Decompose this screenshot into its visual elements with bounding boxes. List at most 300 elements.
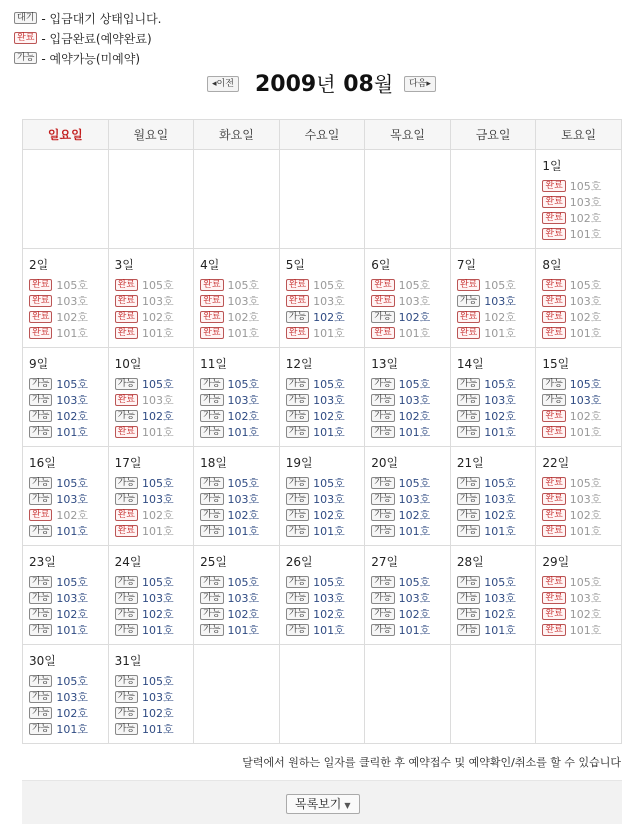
available-badge[interactable]: 가능 — [29, 707, 52, 719]
available-badge[interactable]: 가능 — [115, 576, 138, 588]
day-cell[interactable] — [279, 546, 365, 645]
done-badge: 완료 — [542, 624, 565, 636]
legend-available-text: - 예약가능(미예약) — [41, 51, 141, 66]
room-number[interactable]: 103호 — [398, 592, 431, 605]
room-status-line — [371, 424, 450, 440]
room-number[interactable]: 101호 — [56, 723, 89, 736]
available-badge[interactable]: 가능 — [29, 624, 52, 636]
available-badge[interactable]: 가능 — [371, 477, 394, 489]
empty-day-cell — [23, 150, 109, 249]
room-number[interactable]: 103호 — [484, 295, 516, 308]
available-badge[interactable]: 가능 — [286, 426, 309, 438]
room-number[interactable]: 103호 — [569, 394, 602, 407]
day-number: 10일 — [114, 357, 142, 371]
empty-day-cell — [108, 150, 194, 249]
room-number[interactable]: 102호 — [313, 410, 345, 423]
room-number[interactable]: 101호 — [398, 426, 431, 439]
day-cell[interactable] — [536, 546, 622, 645]
available-badge[interactable]: 가능 — [286, 311, 309, 323]
available-badge[interactable]: 가능 — [542, 378, 565, 390]
room-status-line — [200, 408, 279, 424]
room-status-line — [115, 673, 194, 689]
room-status-line — [542, 178, 621, 194]
room-number[interactable]: 103호 — [313, 493, 345, 506]
room-number[interactable]: 105호 — [398, 378, 431, 391]
day-cell[interactable] — [194, 546, 280, 645]
room-number[interactable]: 102호 — [398, 311, 431, 324]
available-badge[interactable]: 가능 — [457, 426, 480, 438]
available-badge[interactable]: 가능 — [371, 493, 394, 505]
room-status-line — [457, 392, 536, 408]
available-badge[interactable]: 가능 — [371, 608, 394, 620]
year-value: 2009 — [255, 72, 317, 97]
available-badge[interactable]: 가능 — [115, 691, 138, 703]
room-number[interactable]: 102호 — [484, 509, 516, 522]
room-status-line — [29, 325, 108, 341]
available-badge[interactable]: 가능 — [200, 426, 223, 438]
next-month-button[interactable]: 다음▸ — [404, 76, 436, 92]
day-number: 1일 — [542, 159, 562, 173]
day-cell[interactable] — [23, 348, 109, 447]
room-number[interactable]: 102호 — [141, 608, 174, 621]
room-number[interactable]: 102호 — [56, 608, 89, 621]
room-number[interactable]: 102호 — [484, 410, 516, 423]
day-number: 7일 — [456, 258, 477, 272]
room-status-line — [542, 293, 621, 309]
day-number: 13일 — [371, 357, 399, 371]
available-badge[interactable]: 가능 — [29, 675, 52, 687]
done-badge: 완료 — [542, 180, 565, 192]
room-status-line — [286, 309, 365, 325]
room-number[interactable]: 103호 — [313, 394, 345, 407]
room-number[interactable]: 105호 — [56, 378, 89, 391]
room-number[interactable]: 105호 — [227, 477, 260, 490]
day-cell[interactable] — [194, 447, 280, 546]
available-badge[interactable]: 가능 — [29, 608, 52, 620]
room-number[interactable]: 101호 — [398, 624, 431, 637]
day-cell[interactable] — [194, 249, 280, 348]
room-number: 102호 — [569, 311, 602, 324]
room-number: 103호 — [398, 295, 431, 308]
room-number[interactable]: 103호 — [398, 394, 431, 407]
available-badge[interactable]: 가능 — [115, 378, 138, 390]
available-badge[interactable]: 가능 — [29, 410, 52, 422]
available-badge[interactable]: 가능 — [286, 378, 309, 390]
legend-done — [14, 28, 162, 48]
room-number[interactable]: 103호 — [484, 394, 516, 407]
done-badge: 완료 — [371, 295, 394, 307]
room-number[interactable]: 101호 — [141, 723, 174, 736]
room-number: 103호 — [569, 592, 602, 605]
day-cell[interactable] — [279, 348, 365, 447]
room-status-line — [457, 574, 536, 590]
day-number: 18일 — [200, 456, 227, 470]
available-badge[interactable]: 가능 — [115, 675, 138, 687]
available-badge[interactable]: 가능 — [286, 624, 309, 636]
room-number[interactable]: 105호 — [313, 477, 345, 490]
month-title — [255, 68, 393, 97]
room-status-line — [29, 523, 108, 539]
room-number[interactable]: 102호 — [398, 410, 431, 423]
room-number: 105호 — [569, 180, 602, 193]
day-cell[interactable] — [536, 348, 622, 447]
day-cell[interactable] — [365, 546, 451, 645]
available-badge[interactable]: 가능 — [200, 592, 223, 604]
done-badge: 완료 — [542, 525, 565, 537]
room-number: 101호 — [569, 426, 602, 439]
day-cell[interactable] — [108, 249, 194, 348]
day-cell[interactable] — [279, 249, 365, 348]
room-status-line — [200, 392, 279, 408]
available-badge[interactable]: 가능 — [286, 493, 309, 505]
available-badge[interactable]: 가능 — [457, 624, 480, 636]
available-badge[interactable]: 가능 — [457, 477, 480, 489]
room-number[interactable]: 101호 — [56, 426, 89, 439]
room-status-line — [29, 475, 108, 491]
room-number[interactable]: 102호 — [227, 608, 260, 621]
available-badge[interactable]: 가능 — [457, 592, 480, 604]
room-number: 102호 — [484, 311, 516, 324]
room-status-line — [115, 475, 194, 491]
room-number[interactable]: 105호 — [398, 576, 431, 589]
available-badge[interactable]: 가능 — [457, 608, 480, 620]
room-status-line — [457, 424, 536, 440]
available-badge[interactable]: 가능 — [29, 394, 52, 406]
available-badge[interactable]: 가능 — [371, 624, 394, 636]
done-badge: 완료 — [115, 394, 138, 406]
room-number[interactable]: 102호 — [313, 311, 345, 324]
empty-day-cell — [536, 645, 622, 744]
room-number[interactable]: 101호 — [484, 426, 516, 439]
room-number[interactable]: 102호 — [313, 509, 345, 522]
room-number[interactable]: 103호 — [56, 493, 89, 506]
room-number[interactable]: 103호 — [398, 493, 431, 506]
room-status-line — [29, 408, 108, 424]
room-number: 103호 — [141, 295, 174, 308]
available-badge[interactable]: 가능 — [371, 311, 394, 323]
room-number[interactable]: 101호 — [313, 525, 345, 538]
available-badge[interactable]: 가능 — [457, 295, 480, 307]
done-badge: 완료 — [542, 509, 565, 521]
available-badge[interactable]: 가능 — [29, 576, 52, 588]
empty-day-cell — [194, 150, 280, 249]
room-status-line — [29, 293, 108, 309]
day-cell[interactable] — [279, 447, 365, 546]
room-number[interactable]: 103호 — [227, 394, 260, 407]
room-number: 102호 — [56, 509, 89, 522]
day-number: 4일 — [200, 258, 220, 272]
room-status-line — [542, 590, 621, 606]
room-number[interactable]: 103호 — [141, 691, 174, 704]
day-cell[interactable] — [108, 546, 194, 645]
room-number[interactable]: 102호 — [56, 707, 89, 720]
available-badge[interactable]: 가능 — [286, 477, 309, 489]
available-badge[interactable]: 가능 — [371, 410, 394, 422]
room-number[interactable]: 105호 — [227, 576, 260, 589]
available-badge[interactable]: 가능 — [29, 426, 52, 438]
room-number: 103호 — [569, 196, 602, 209]
room-number[interactable]: 101호 — [398, 525, 431, 538]
room-status-line — [29, 689, 108, 705]
done-badge: 완료 — [457, 279, 480, 291]
available-badge[interactable]: 가능 — [29, 525, 52, 537]
available-badge[interactable]: 가능 — [371, 576, 394, 588]
room-status-line — [115, 523, 194, 539]
room-number: 105호 — [569, 576, 602, 589]
room-number: 102호 — [569, 410, 602, 423]
room-status-line — [457, 491, 536, 507]
available-badge[interactable]: 가능 — [115, 477, 138, 489]
done-badge: 완료 — [542, 608, 565, 620]
available-badge[interactable]: 가능 — [200, 410, 223, 422]
room-number[interactable]: 101호 — [484, 624, 516, 637]
room-number[interactable]: 102호 — [227, 410, 260, 423]
available-badge[interactable]: 가능 — [200, 608, 223, 620]
available-badge[interactable]: 가능 — [200, 525, 223, 537]
room-number[interactable]: 101호 — [313, 624, 345, 637]
room-number[interactable]: 105호 — [227, 378, 260, 391]
room-status-line — [200, 424, 279, 440]
available-badge[interactable]: 가능 — [115, 624, 138, 636]
available-badge[interactable]: 가능 — [457, 576, 480, 588]
room-number[interactable]: 105호 — [484, 576, 516, 589]
done-badge: 완료 — [200, 311, 223, 323]
room-status-line — [286, 392, 365, 408]
room-number[interactable]: 102호 — [141, 410, 174, 423]
room-number: 105호 — [227, 279, 260, 292]
available-badge[interactable]: 가능 — [457, 410, 480, 422]
room-status-line — [200, 507, 279, 523]
available-badge[interactable]: 가능 — [115, 493, 138, 505]
empty-day-cell — [194, 645, 280, 744]
available-badge[interactable]: 가능 — [115, 592, 138, 604]
day-number: 22일 — [542, 456, 570, 470]
room-status-line — [542, 475, 621, 491]
done-badge: 완료 — [542, 311, 565, 323]
room-number[interactable]: 105호 — [398, 477, 431, 490]
empty-day-cell — [365, 645, 451, 744]
available-badge[interactable]: 가능 — [200, 509, 223, 521]
weekday-header: 화요일 — [194, 120, 280, 150]
room-number[interactable]: 101호 — [227, 624, 260, 637]
available-badge[interactable]: 가능 — [286, 394, 309, 406]
done-badge: 완료 — [542, 228, 565, 240]
room-number[interactable]: 103호 — [141, 592, 174, 605]
room-number[interactable]: 102호 — [398, 509, 431, 522]
day-cell[interactable] — [194, 348, 280, 447]
available-badge[interactable]: 가능 — [200, 624, 223, 636]
room-number[interactable]: 105호 — [56, 576, 89, 589]
available-badge[interactable]: 가능 — [286, 608, 309, 620]
room-number[interactable]: 101호 — [141, 624, 174, 637]
room-number[interactable]: 105호 — [56, 675, 89, 688]
available-badge[interactable]: 가능 — [457, 394, 480, 406]
room-number[interactable]: 101호 — [56, 525, 89, 538]
day-cell[interactable] — [23, 645, 109, 744]
day-number: 25일 — [200, 555, 227, 569]
available-badge[interactable]: 가능 — [115, 707, 138, 719]
room-number[interactable]: 103호 — [313, 592, 345, 605]
available-badge[interactable]: 가능 — [286, 525, 309, 537]
day-cell[interactable] — [365, 447, 451, 546]
available-badge[interactable]: 가능 — [115, 608, 138, 620]
day-cell[interactable] — [536, 447, 622, 546]
room-number[interactable]: 101호 — [313, 426, 345, 439]
room-number[interactable]: 103호 — [56, 394, 89, 407]
legend-available — [14, 48, 162, 68]
day-cell[interactable] — [23, 249, 109, 348]
available-badge[interactable]: 가능 — [371, 426, 394, 438]
room-status-line — [371, 376, 450, 392]
room-number[interactable]: 103호 — [141, 493, 174, 506]
room-number[interactable]: 105호 — [141, 675, 174, 688]
day-cell[interactable] — [536, 249, 622, 348]
available-badge[interactable]: 가능 — [457, 525, 480, 537]
prev-month-button[interactable]: ◂이전 — [207, 76, 239, 92]
weekday-header: 금요일 — [450, 120, 536, 150]
empty-day-cell — [365, 150, 451, 249]
day-cell[interactable] — [23, 546, 109, 645]
room-status-line — [29, 277, 108, 293]
room-number[interactable]: 105호 — [313, 576, 345, 589]
done-badge: 완료 — [29, 311, 52, 323]
room-number[interactable]: 101호 — [484, 525, 516, 538]
day-cell[interactable] — [450, 447, 536, 546]
room-status-line — [457, 293, 536, 309]
room-status-line — [457, 507, 536, 523]
room-number[interactable]: 102호 — [484, 608, 516, 621]
day-cell[interactable] — [365, 348, 451, 447]
done-badge: 완료 — [14, 32, 37, 44]
room-number[interactable]: 103호 — [227, 493, 260, 506]
available-badge[interactable]: 가능 — [200, 378, 223, 390]
room-number[interactable]: 102호 — [141, 707, 174, 720]
available-badge[interactable]: 가능 — [286, 576, 309, 588]
available-badge[interactable]: 가능 — [286, 410, 309, 422]
room-status-line — [542, 507, 621, 523]
available-badge[interactable]: 가능 — [457, 509, 480, 521]
room-status-line — [286, 523, 365, 539]
day-cell[interactable] — [450, 348, 536, 447]
available-badge[interactable]: 가능 — [29, 723, 52, 735]
available-badge[interactable]: 가능 — [371, 394, 394, 406]
available-badge[interactable]: 가능 — [29, 691, 52, 703]
room-number[interactable]: 105호 — [313, 378, 345, 391]
available-badge[interactable]: 가능 — [371, 378, 394, 390]
room-number: 103호 — [141, 394, 174, 407]
available-badge[interactable]: 가능 — [286, 509, 309, 521]
room-number[interactable]: 103호 — [227, 592, 260, 605]
available-badge[interactable]: 가능 — [286, 592, 309, 604]
available-badge[interactable]: 가능 — [29, 592, 52, 604]
done-badge: 완료 — [115, 525, 138, 537]
done-badge: 완료 — [115, 509, 138, 521]
room-number[interactable]: 102호 — [313, 608, 345, 621]
day-number: 11일 — [200, 357, 227, 371]
day-number: 5일 — [285, 258, 305, 272]
day-cell[interactable] — [365, 249, 451, 348]
day-cell[interactable] — [536, 150, 622, 249]
room-status-line — [457, 606, 536, 622]
room-number[interactable]: 103호 — [56, 691, 89, 704]
room-number: 102호 — [569, 509, 602, 522]
day-cell[interactable] — [108, 348, 194, 447]
available-badge[interactable]: 가능 — [115, 410, 138, 422]
room-status-line — [542, 277, 621, 293]
room-status-line — [286, 475, 365, 491]
room-status-line — [200, 309, 279, 325]
room-number[interactable]: 101호 — [227, 426, 260, 439]
room-status-line — [115, 392, 194, 408]
room-number[interactable]: 105호 — [56, 477, 89, 490]
room-number[interactable]: 101호 — [227, 525, 260, 538]
available-badge[interactable]: 가능 — [542, 394, 565, 406]
room-number[interactable]: 101호 — [56, 624, 89, 637]
available-badge[interactable]: 가능 — [29, 477, 52, 489]
available-badge[interactable]: 가능 — [200, 576, 223, 588]
day-cell[interactable] — [108, 645, 194, 744]
day-number: 20일 — [371, 456, 399, 470]
done-badge: 완료 — [542, 493, 565, 505]
room-status-line — [115, 574, 194, 590]
room-number[interactable]: 105호 — [569, 378, 602, 391]
room-status-line — [542, 606, 621, 622]
empty-day-cell — [279, 150, 365, 249]
done-badge: 완료 — [200, 327, 223, 339]
room-number[interactable]: 105호 — [484, 477, 516, 490]
available-badge[interactable]: 가능 — [29, 493, 52, 505]
room-status-line — [200, 376, 279, 392]
day-cell[interactable] — [450, 546, 536, 645]
day-number: 3일 — [114, 258, 134, 272]
room-number[interactable]: 105호 — [484, 378, 516, 391]
room-number[interactable]: 103호 — [56, 592, 89, 605]
day-cell[interactable] — [108, 447, 194, 546]
day-cell[interactable] — [23, 447, 109, 546]
room-number[interactable]: 105호 — [141, 378, 174, 391]
available-badge[interactable]: 가능 — [457, 493, 480, 505]
available-badge[interactable]: 가능 — [457, 378, 480, 390]
available-badge[interactable]: 가능 — [29, 378, 52, 390]
room-number[interactable]: 102호 — [398, 608, 431, 621]
room-status-line — [371, 392, 450, 408]
room-status-line — [115, 590, 194, 606]
calendar-week-row — [23, 447, 622, 546]
available-badge[interactable]: 가능 — [200, 493, 223, 505]
day-cell[interactable] — [450, 249, 536, 348]
available-badge[interactable]: 가능 — [200, 394, 223, 406]
room-status-line — [115, 293, 194, 309]
room-number[interactable]: 103호 — [484, 493, 516, 506]
available-badge[interactable]: 가능 — [371, 509, 394, 521]
room-number[interactable]: 102호 — [227, 509, 260, 522]
room-number[interactable]: 105호 — [141, 576, 174, 589]
room-status-line — [371, 523, 450, 539]
available-badge[interactable]: 가능 — [115, 723, 138, 735]
room-number[interactable]: 102호 — [56, 410, 89, 423]
available-badge[interactable]: 가능 — [200, 477, 223, 489]
calendar-week-row — [23, 645, 622, 744]
list-view-button[interactable] — [286, 794, 360, 814]
room-status-line — [457, 376, 536, 392]
room-status-line — [542, 210, 621, 226]
day-number: 9일 — [29, 357, 49, 371]
available-badge[interactable]: 가능 — [371, 525, 394, 537]
room-number[interactable]: 103호 — [484, 592, 516, 605]
room-number: 105호 — [56, 279, 89, 292]
room-number[interactable]: 105호 — [141, 477, 174, 490]
available-badge[interactable]: 가능 — [371, 592, 394, 604]
